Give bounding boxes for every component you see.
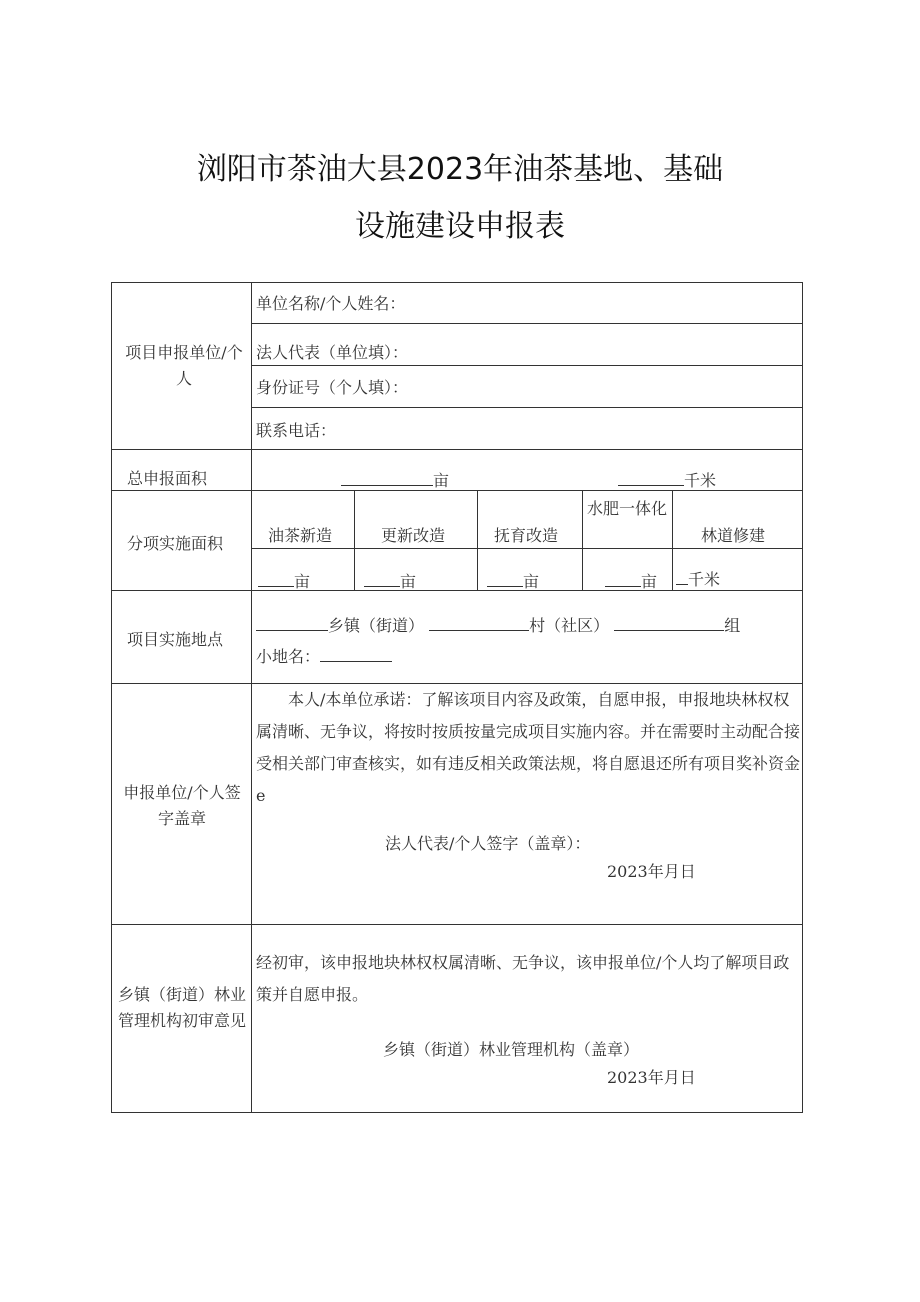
review-text: 经初审，该申报地块林权权属清晰、无争议，该申报单位/个人均了解项目政策并自愿申报。 — [256, 953, 790, 1004]
sub-item-value[interactable] — [258, 570, 310, 592]
commitment-date[interactable]: 2023年月日 — [607, 862, 696, 881]
sub-item-value[interactable] — [605, 570, 657, 592]
sub-item-name: 林道修建 — [701, 526, 766, 545]
sub-item-blank[interactable] — [676, 574, 688, 585]
total-area-label: 总申报面积 — [127, 469, 208, 488]
total-length-blank[interactable] — [618, 469, 684, 486]
sub-item-unit: 亩 — [400, 572, 417, 591]
sub-item-value[interactable] — [487, 570, 539, 592]
commitment-label: 申报单位/个人签字盖章 — [123, 783, 241, 828]
unit-name-field[interactable]: 单位名称/个人姓名： — [256, 294, 406, 313]
group-blank[interactable] — [614, 614, 724, 631]
total-length-unit: 千米 — [684, 471, 717, 490]
sub-item-blank[interactable] — [364, 570, 400, 587]
sub-item-value[interactable] — [364, 570, 416, 592]
review-date[interactable]: 2023年月日 — [607, 1068, 696, 1087]
commitment-text: 本人/本单位承诺：了解该项目内容及政策，自愿申报，申报地块林权权属清晰、无争议，将按时按质按量完成项目实施内容。并在需要时主动配合接受相关部门审查核实，如有违反相关政策法规，将自愿退还所有项目奖补资金e — [256, 690, 801, 805]
page-title-line1: 浏阳市茶油大县2023年油茶基地、基础 — [196, 152, 724, 187]
town-label: 乡镇（街道） — [328, 616, 425, 635]
village-blank[interactable] — [429, 614, 529, 631]
legal-rep-field[interactable]: 法人代表（单位填）： — [256, 343, 409, 362]
commitment-signature[interactable]: 法人代表/个人签字（盖章）： — [385, 834, 591, 853]
place-name-blank[interactable] — [320, 645, 392, 662]
total-area-blank[interactable] — [341, 469, 433, 486]
place-name-line[interactable] — [256, 645, 392, 667]
sub-item-unit: 千米 — [688, 570, 721, 589]
village-label: 村（社区） — [529, 616, 610, 635]
sub-item-unit: 亩 — [523, 572, 540, 591]
total-length-field[interactable] — [618, 469, 716, 491]
sub-item-blank[interactable] — [487, 570, 523, 587]
sub-item-name: 抚育改造 — [494, 526, 559, 545]
sub-item-name: 油茶新造 — [268, 526, 333, 545]
sub-item-unit: 亩 — [641, 572, 658, 591]
total-area-unit: 亩 — [433, 471, 450, 490]
sub-item-unit: 亩 — [294, 572, 311, 591]
review-signature[interactable]: 乡镇（街道）林业管理机构（盖章） — [383, 1040, 640, 1059]
group-label: 组 — [724, 616, 741, 635]
applicant-label: 项目申报单位/个人 — [125, 343, 243, 388]
sub-item-name: 水肥一体化 — [586, 499, 667, 518]
review-label: 乡镇（街道）林业管理机构初审意见 — [117, 985, 246, 1030]
sub-item-value[interactable] — [676, 570, 720, 590]
sub-item-blank[interactable] — [258, 570, 294, 587]
location-line[interactable] — [256, 614, 740, 636]
total-area-field[interactable] — [341, 469, 449, 491]
page-title-line2: 设施建设申报表 — [355, 209, 565, 244]
town-blank[interactable] — [256, 614, 328, 631]
id-number-field[interactable]: 身份证号（个人填）： — [256, 378, 409, 397]
sub-area-label: 分项实施面积 — [127, 534, 224, 553]
sub-item-name: 更新改造 — [381, 526, 446, 545]
place-name-label: 小地名： — [256, 647, 321, 666]
sub-item-blank[interactable] — [605, 570, 641, 587]
location-label: 项目实施地点 — [127, 630, 224, 649]
phone-field[interactable]: 联系电话： — [256, 421, 337, 440]
